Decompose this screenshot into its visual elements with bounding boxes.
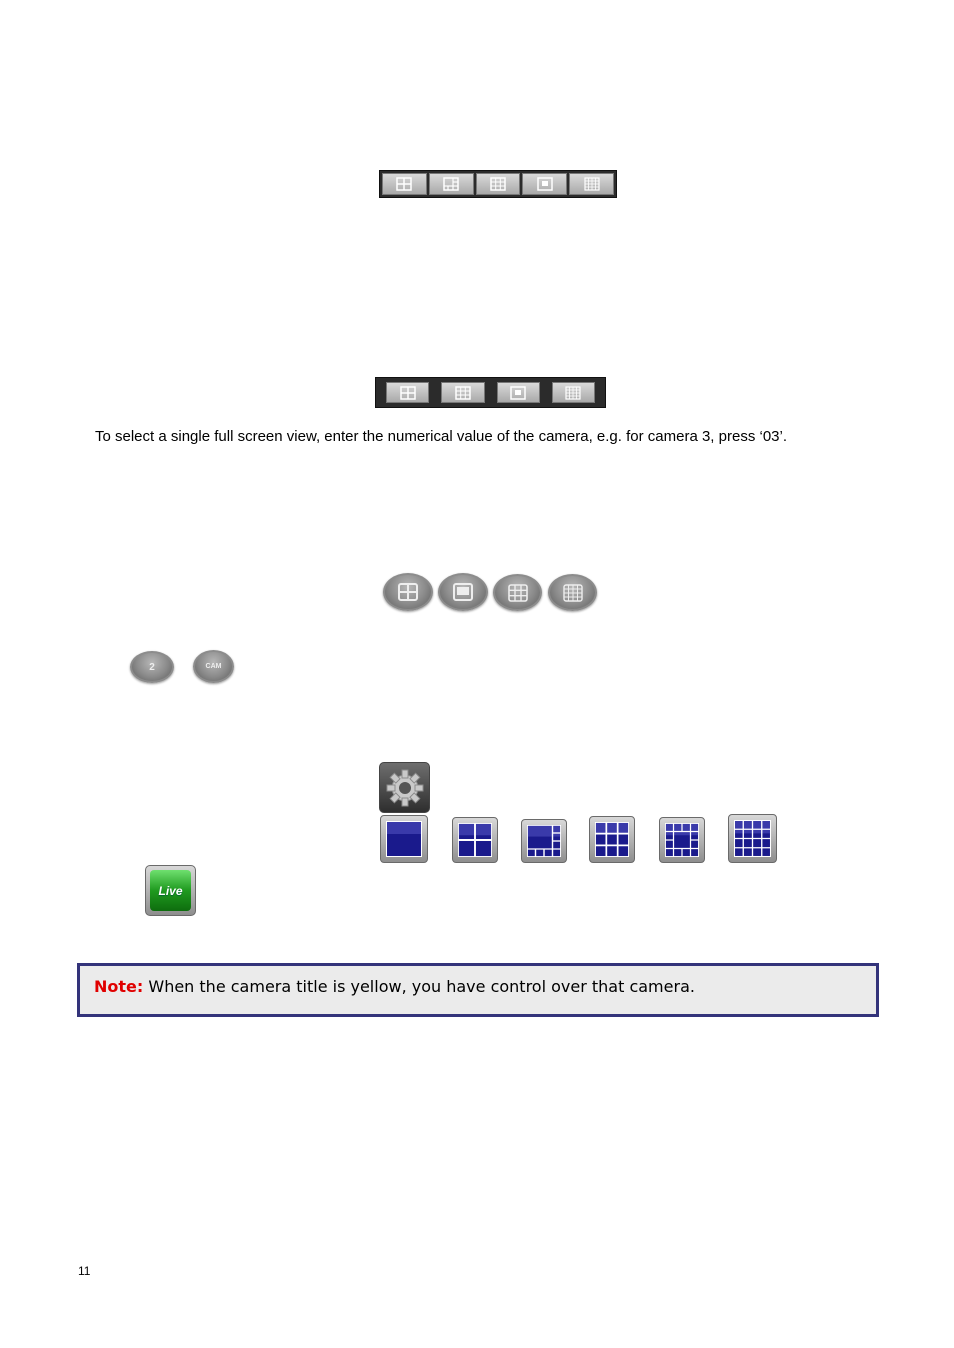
remote-sixteen-button[interactable] <box>548 574 597 611</box>
sixteen-split-icon <box>584 177 600 191</box>
layout-nine-button[interactable] <box>589 816 635 863</box>
menu-gear-button[interactable] <box>379 762 430 813</box>
nine-split-icon <box>490 177 506 191</box>
sixteen-split-icon <box>565 386 581 400</box>
live-button[interactable] <box>145 865 196 916</box>
live-label: Live <box>158 883 183 898</box>
nine-split-icon <box>455 386 471 400</box>
split-toolbar-mid <box>375 377 606 408</box>
layout-six-button[interactable] <box>521 819 567 863</box>
six-split-button[interactable] <box>429 173 474 195</box>
page-number: 11 <box>78 1264 91 1278</box>
sixteen-split-button[interactable] <box>569 173 614 195</box>
six-split-icon <box>443 177 459 191</box>
remote-number-2-button[interactable] <box>130 651 174 683</box>
nine-view-icon <box>595 822 629 857</box>
quad-split-button[interactable] <box>382 173 427 195</box>
sixteen-view-icon <box>734 820 771 857</box>
split-toolbar-top <box>379 170 617 198</box>
quad-icon <box>398 583 418 601</box>
six-view-icon <box>527 825 561 857</box>
layout-ten-button[interactable] <box>659 817 705 863</box>
layout-single-button[interactable] <box>380 815 428 863</box>
remote-cam-button[interactable] <box>193 650 234 683</box>
live-button-face <box>150 870 191 911</box>
number-label: 2 <box>149 661 155 673</box>
quad-split-button[interactable] <box>386 382 429 403</box>
note-text: When the camera title is yellow, you have control over that camera. <box>148 977 695 996</box>
single-icon <box>453 583 473 601</box>
single-view-icon <box>386 821 422 857</box>
pip-button[interactable] <box>522 173 567 195</box>
gear-icon <box>385 768 425 808</box>
remote-single-button[interactable] <box>438 573 488 611</box>
sixteen-split-button[interactable] <box>552 382 595 403</box>
cam-label: CAM <box>205 663 222 670</box>
layout-quad-button[interactable] <box>452 817 498 863</box>
nine-icon <box>508 584 528 602</box>
ten-view-icon <box>665 823 699 857</box>
note-lead: Note: <box>94 977 144 996</box>
remote-nine-button[interactable] <box>493 574 542 611</box>
remote-quad-button[interactable] <box>383 573 433 611</box>
pip-icon <box>510 386 526 400</box>
note-box <box>77 963 879 1017</box>
nine-split-button[interactable] <box>441 382 484 403</box>
single-view-instruction: To select a single full screen view, enter the numerical value of the camera, e.g. for camera 3, press ‘03’. <box>95 428 788 445</box>
layout-sixteen-button[interactable] <box>728 814 777 863</box>
quad-split-icon <box>400 386 416 400</box>
pip-icon <box>537 177 553 191</box>
quad-split-icon <box>396 177 412 191</box>
quad-view-icon <box>458 823 492 857</box>
pip-button[interactable] <box>497 382 540 403</box>
sixteen-icon <box>563 584 583 602</box>
nine-split-button[interactable] <box>476 173 521 195</box>
